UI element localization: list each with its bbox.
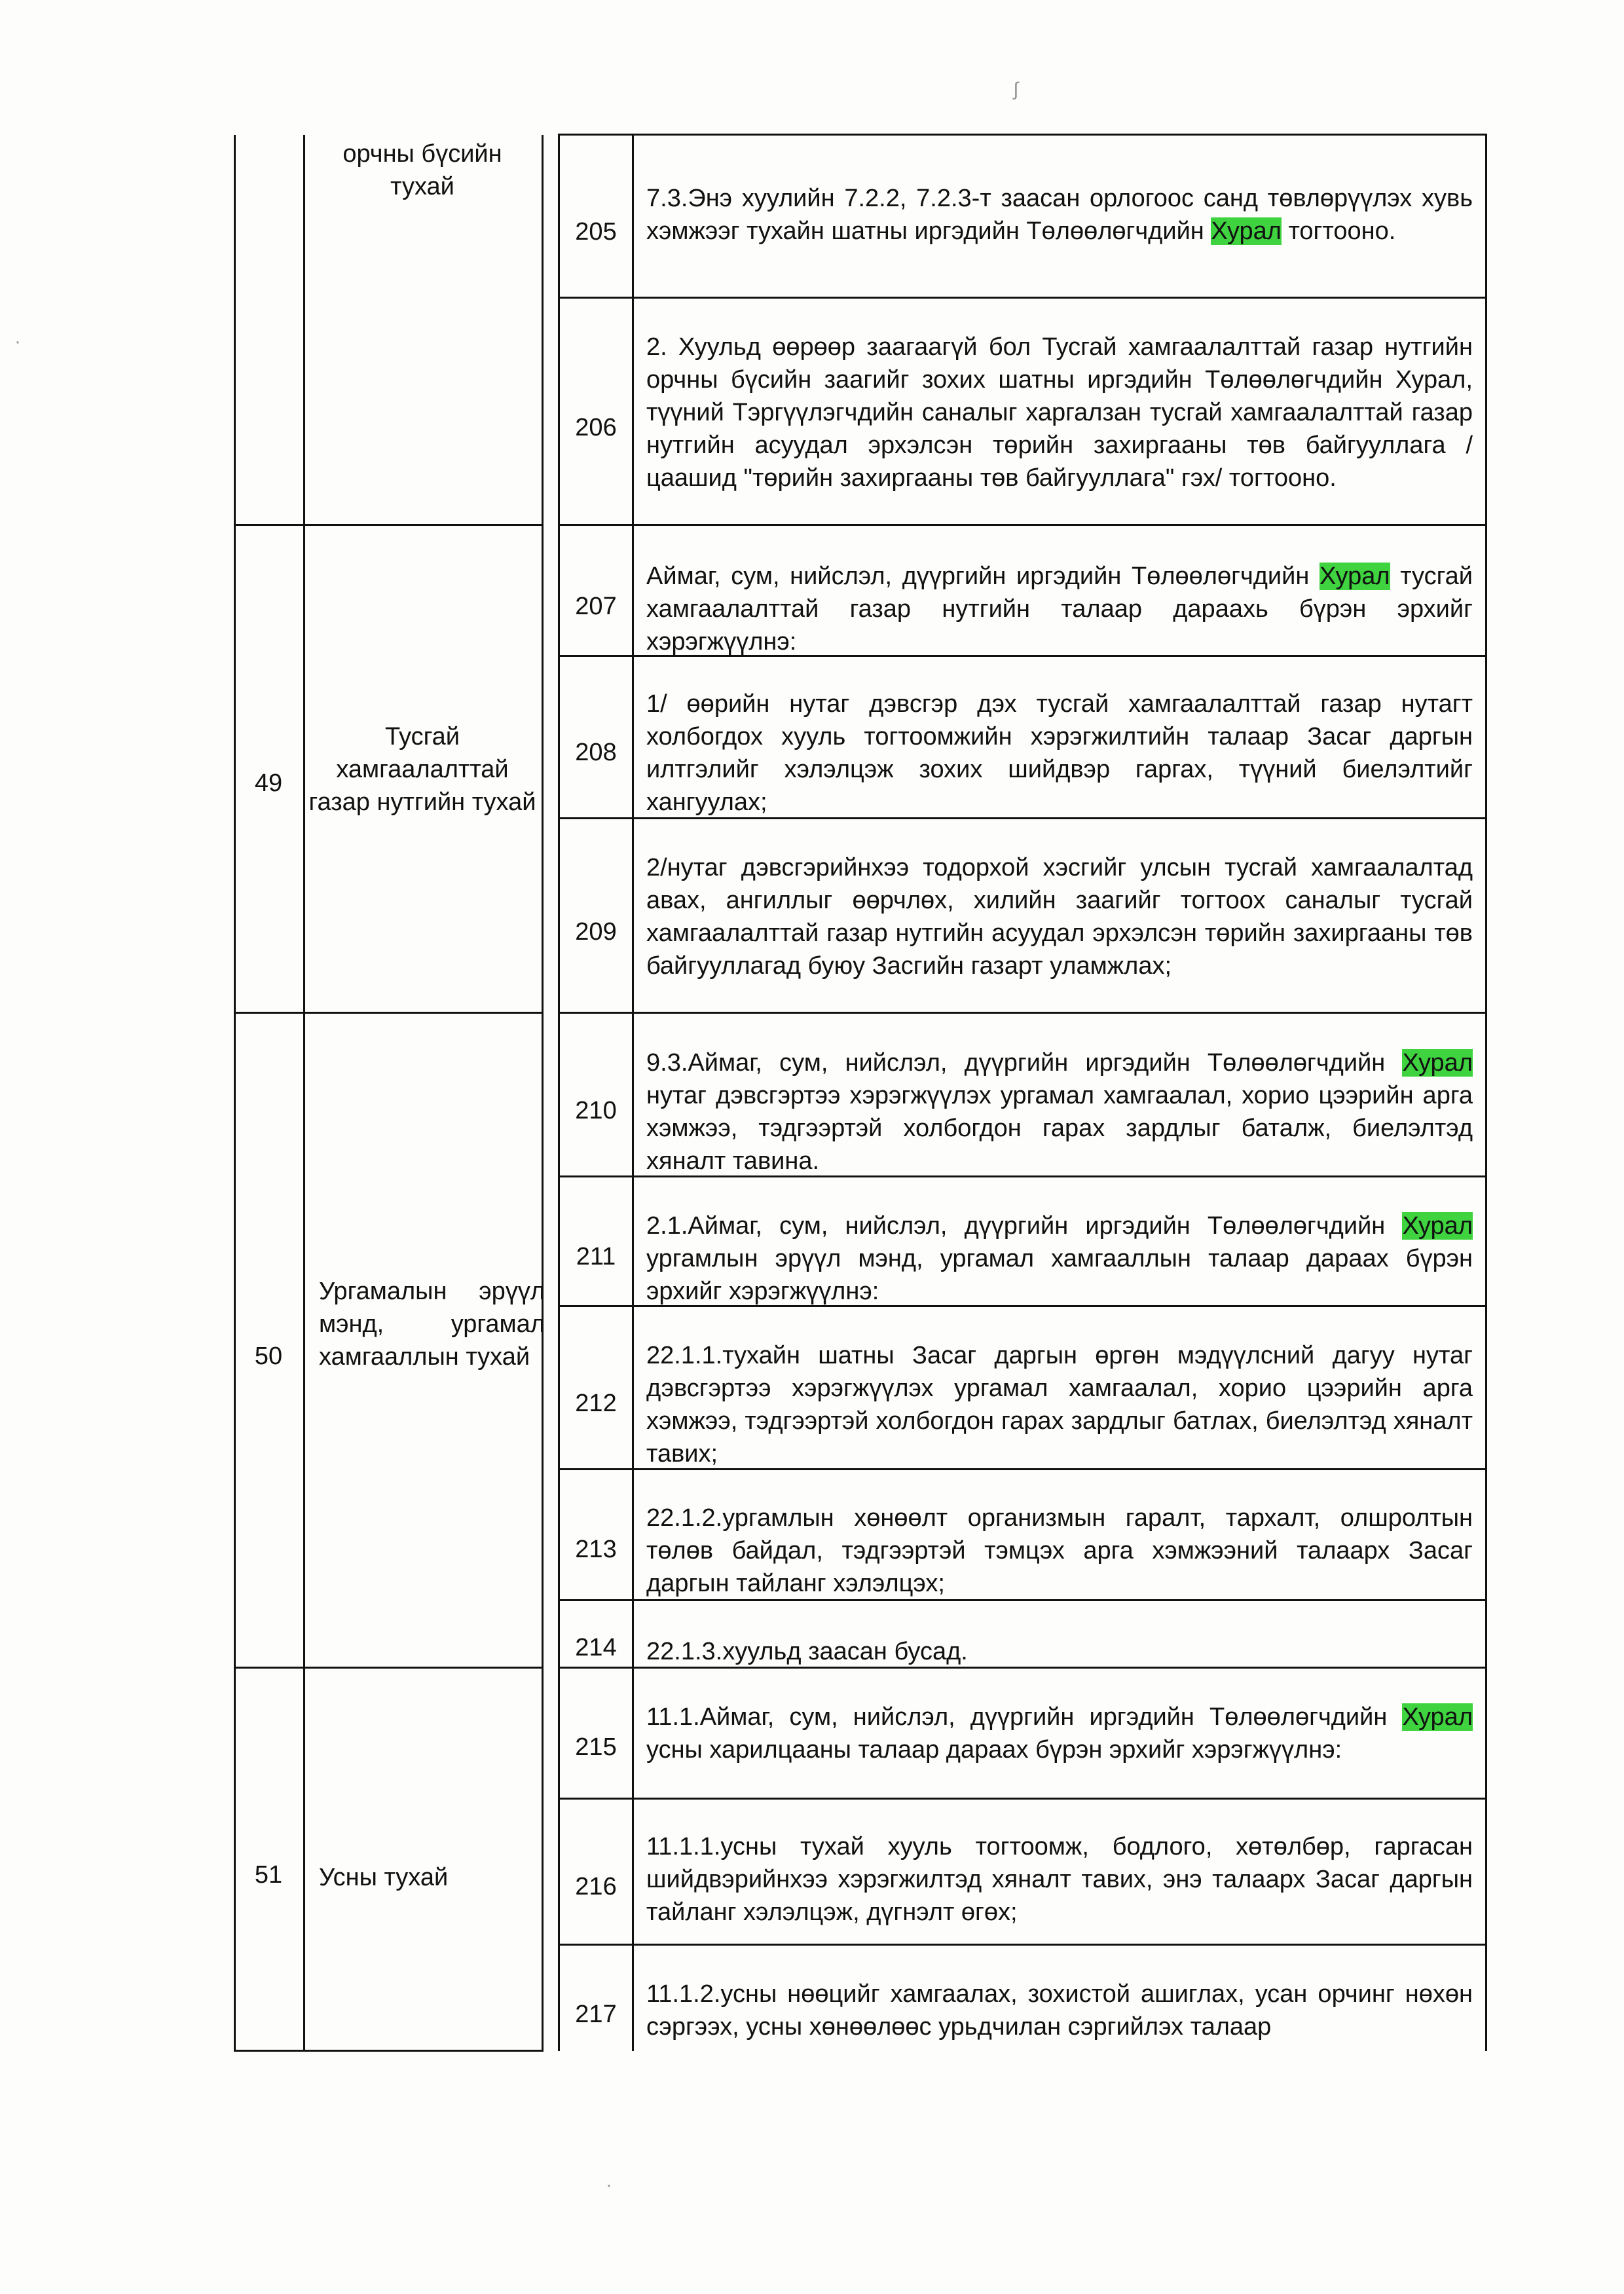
row-number: 209 xyxy=(575,918,617,946)
article-text: 2/нутаг дэвсгэрийнхээ тодорхой хэсгийг улсын тусгай хамгаалалтад авах, ангиллыг өөрчлөх, хилийн заагийг тогтоох саналыг тусгай хамгаалалттай газар нутгийн асуудал эрхэлсэн төрийн захиргааны төв байгууллагад буюу Засгийн газарт уламжлах; xyxy=(646,854,1473,980)
row-separator xyxy=(558,297,1487,299)
article-text: 11.1.Аймаг, сум, нийслэл, дүүргийн иргэдийн Төлөөлөгчдийн Хурал усны харилцааны талаар дараах бүрэн эрхийг хэрэгжүүлнэ: xyxy=(646,1703,1473,1764)
left-table-separator-50 xyxy=(234,1012,544,1014)
article-text: 22.1.3.хуульд заасан бусад. xyxy=(646,1638,968,1665)
row-number: 217 xyxy=(575,2001,617,2028)
row-number: 216 xyxy=(575,1873,617,1900)
section-topic: Тусгай хамгаалалттай газар нутгийн тухай xyxy=(308,723,536,816)
row-number: 212 xyxy=(575,1390,617,1417)
article-text: 11.1.2.усны нөөцийг хамгаалах, зохистой ашиглах, усан орчинг нөхөн сэргээх, усны хөнөөлөөс урьдчилан сэргийлэх талаар xyxy=(646,1980,1473,2041)
scan-speck: ʃ xyxy=(1014,79,1018,100)
left-table-separator-49 xyxy=(234,524,544,526)
right-table-column-divider xyxy=(632,134,634,2051)
row-number: 207 xyxy=(575,593,617,620)
highlighted-term: Хурал xyxy=(1402,1049,1473,1077)
row-number: 215 xyxy=(575,1733,617,1761)
left-table-column-divider xyxy=(303,135,305,2052)
scan-speck: · xyxy=(14,331,21,352)
article-text: 2.1.Аймаг, сум, нийслэл, дүүргийн иргэдийн Төлөөлөгчдийн Хурал ургамлын эрүүл мэнд, ургамал хамгааллын талаар дараах бүрэн эрхийг хэрэгжүүлнэ: xyxy=(646,1212,1473,1305)
left-table-separator-51 xyxy=(234,1667,544,1669)
row-separator xyxy=(558,1944,1487,1946)
row-number: 205 xyxy=(575,218,617,246)
row-separator xyxy=(558,1798,1487,1800)
row-number: 214 xyxy=(575,1634,617,1661)
section-number: 49 xyxy=(254,769,283,797)
left-table-outer-right-border xyxy=(542,135,544,2052)
section-topic: Ургамалын эрүүл мэнд, ургамал хамгааллын тухай xyxy=(319,1278,545,1371)
scan-speck: · xyxy=(606,2174,612,2196)
row-number: 206 xyxy=(575,414,617,441)
section-topic: орчны бүсийн тухай xyxy=(342,140,502,200)
article-text: 7.3.Энэ хуулийн 7.2.2, 7.2.3-т заасан орлогоос санд төвлөрүүлэх хувь хэмжээг тухайн шатны иргэдийн Төлөөлөгчдийн Хурал тогтооно. xyxy=(646,185,1473,245)
article-text: 11.1.1.усны тухай хууль тогтоомж, бодлого, хөтөлбөр, гаргасан шийдвэрийнхээ хэрэгжилтэд хяналт тавих, энэ талаарх Засаг даргын тайланг хэлэлцэж, дүгнэлт өгөх; xyxy=(646,1833,1473,1926)
article-text: 22.1.1.тухайн шатны Засаг даргын өргөн мэдүүлсний дагуу нутаг дэвсгэртээ хэрэгжүүлэх ургамал хамгаалал, хорио цээрийн арга хэмжээ, тэдгээртэй холбогдон гарах зардлыг батлах, биелэлтэд хяналт тавих; xyxy=(646,1342,1473,1468)
article-text: 9.3.Аймаг, сум, нийслэл, дүүргийн иргэдийн Төлөөлөгчдийн Хурал нутаг дэвсгэртээ хэрэгжүүлэх ургамал хамгаалал, хорио цээрийн арга хэмжээ, тэдгээртэй холбогдон гарах зардлыг баталж, биелэлтэд хяналт тавина. xyxy=(646,1049,1473,1175)
row-separator xyxy=(558,1012,1487,1014)
article-text: 1/ өөрийн нутаг дэвсгэр дэх тусгай хамгаалалттай газар нутагт холбогдох хууль тогтоомжийн хэрэгжилтийн талаар Засаг даргын илтгэлийг хэлэлцэж зохих шийдвэр гаргах, түүний биелэлтийг хангуулах; xyxy=(646,690,1473,816)
row-number: 213 xyxy=(575,1536,617,1563)
article-text: Аймаг, сум, нийслэл, дүүргийн иргэдийн Төлөөлөгчдийн Хурал тусгай хамгаалалттай газар нутгийн талаар дараахь бүрэн эрхийг хэрэгжүүлнэ: xyxy=(646,563,1473,656)
article-text: 22.1.2.ургамлын хөнөөлт организмын гаралт, тархалт, олшролтын төлөв байдал, тэдгээртэй тэмцэх арга хэмжээний талаарх Засаг даргын тайланг хэлэлцэх; xyxy=(646,1504,1473,1597)
row-separator xyxy=(558,524,1487,526)
left-table-outer-left-border xyxy=(234,135,236,2052)
section-number: 51 xyxy=(254,1861,283,1889)
highlighted-term: Хурал xyxy=(1402,1703,1473,1731)
article-text: 2. Хуульд өөрөөр заагаагүй бол Тусгай хамгаалалттай газар нутгийн орчны бүсийн заагийг зохих шатны иргэдийн Төлөөлөгчдийн Хурал, түүний Тэргүүлэгчдийн саналыг харгалзан тусгай хамгаалалттай газар нутгийн асуудал эрхэлсэн төрийн захиргааны төв байгууллага / цаашид "төрийн захиргааны төв байгууллага" гэх/ тогтооно. xyxy=(646,333,1473,492)
highlighted-term: Хурал xyxy=(1320,563,1390,590)
row-number: 208 xyxy=(575,739,617,766)
right-table-outer-right-border xyxy=(1485,134,1487,2051)
highlighted-term: Хурал xyxy=(1211,217,1282,245)
left-table-bottom-border xyxy=(234,2050,544,2052)
row-number: 210 xyxy=(575,1097,617,1124)
section-number: 50 xyxy=(254,1342,283,1370)
section-topic: Усны тухай xyxy=(319,1864,449,1891)
row-number: 211 xyxy=(576,1243,616,1270)
right-table-top-border xyxy=(558,134,1487,136)
highlighted-term: Хурал xyxy=(1402,1212,1473,1240)
